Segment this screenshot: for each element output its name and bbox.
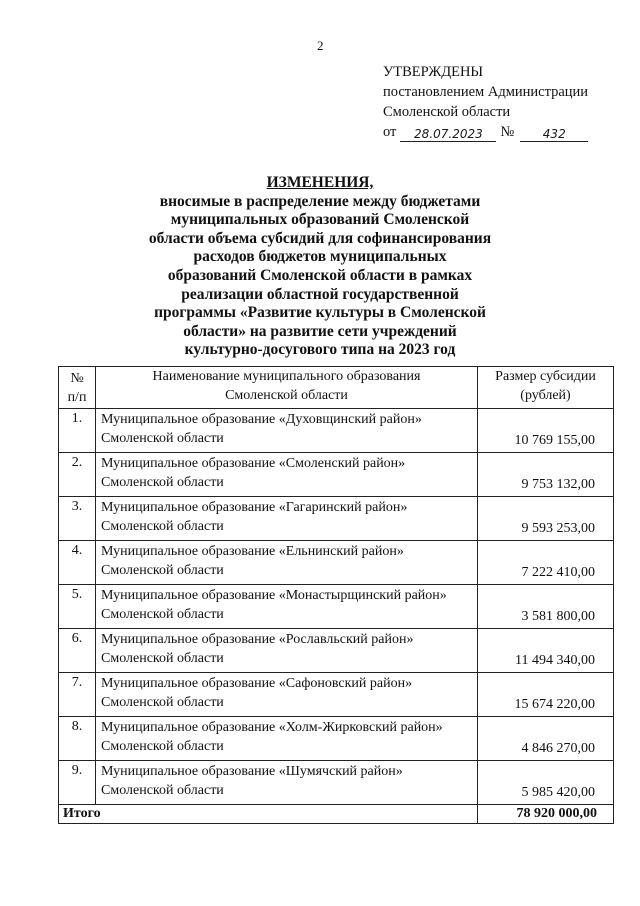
approval-issuer: постановлением Администрации bbox=[383, 84, 589, 100]
handwritten-number: 432 bbox=[520, 127, 588, 142]
approval-block bbox=[383, 62, 588, 142]
row-amount: 5 985 420,00 bbox=[478, 761, 614, 805]
title-line: вносимые в распределение между бюджетами bbox=[159, 192, 481, 210]
subsidy-table bbox=[58, 366, 614, 824]
row-name-line1: Муниципальное образование «Ельнинский район» bbox=[101, 544, 404, 559]
title-line: расходов бюджетов муниципальных bbox=[193, 248, 447, 266]
header-number bbox=[59, 367, 96, 409]
title-line: программы «Развитие культуры в Смоленской bbox=[154, 304, 486, 322]
page-number: 2 bbox=[317, 38, 324, 53]
row-name-line1: Муниципальное образование «Духовщинский район» bbox=[101, 412, 422, 427]
date-prefix: от bbox=[383, 124, 397, 140]
row-amount: 9 593 253,00 bbox=[478, 497, 614, 541]
header-number-line1: № bbox=[70, 371, 84, 386]
table-row bbox=[59, 497, 614, 541]
row-number: 7. bbox=[59, 673, 96, 717]
row-amount: 9 753 132,00 bbox=[478, 453, 614, 497]
header-name-line1: Наименование муниципального образования bbox=[152, 369, 421, 384]
header-amount-line2: (рублей) bbox=[520, 388, 571, 403]
row-amount: 10 769 155,00 bbox=[478, 409, 614, 453]
row-number: 1. bbox=[59, 409, 96, 453]
row-name-line2: Смоленской области bbox=[101, 783, 224, 798]
row-number: 8. bbox=[59, 717, 96, 761]
table-row bbox=[59, 761, 614, 805]
table-row bbox=[59, 629, 614, 673]
row-name bbox=[96, 761, 478, 805]
row-name bbox=[96, 717, 478, 761]
title-line: области объема субсидий для софинансирования bbox=[148, 229, 492, 247]
table-row bbox=[59, 585, 614, 629]
title-line: муниципальных образований Смоленской bbox=[170, 211, 470, 229]
number-label: № bbox=[500, 124, 515, 140]
row-number: 9. bbox=[59, 761, 96, 805]
row-name-line1: Муниципальное образование «Шумячский район» bbox=[101, 764, 403, 779]
title-line: образований Смоленской области в рамках bbox=[167, 266, 473, 284]
approval-region: Смоленской области bbox=[383, 104, 511, 120]
handwritten-date: 28.07.2023 bbox=[400, 127, 496, 142]
header-amount bbox=[478, 367, 614, 409]
document-title bbox=[60, 174, 580, 360]
header-amount-line1: Размер субсидии bbox=[495, 369, 596, 384]
row-name-line1: Муниципальное образование «Смоленский район» bbox=[101, 456, 406, 471]
title-line: реализации областной государственной bbox=[181, 285, 459, 303]
row-number: 5. bbox=[59, 585, 96, 629]
row-name-line2: Смоленской области bbox=[101, 739, 224, 754]
header-name-line2: Смоленской области bbox=[225, 388, 348, 403]
row-name bbox=[96, 497, 478, 541]
row-name bbox=[96, 409, 478, 453]
row-name-line2: Смоленской области bbox=[101, 431, 224, 446]
row-name-line1: Муниципальное образование «Монастырщинский район» bbox=[101, 588, 447, 603]
row-amount: 11 494 340,00 bbox=[478, 629, 614, 673]
row-name-line2: Смоленской области bbox=[101, 519, 224, 534]
row-name-line1: Муниципальное образование «Рославльский район» bbox=[101, 632, 414, 647]
row-name-line2: Смоленской области bbox=[101, 475, 224, 490]
row-amount: 15 674 220,00 bbox=[478, 673, 614, 717]
row-name-line2: Смоленской области bbox=[101, 695, 224, 710]
row-amount: 4 846 270,00 bbox=[478, 717, 614, 761]
row-name-line1: Муниципальное образование «Сафоновский район» bbox=[101, 676, 413, 691]
table-row bbox=[59, 717, 614, 761]
table-row bbox=[59, 541, 614, 585]
row-name bbox=[96, 453, 478, 497]
table-row bbox=[59, 673, 614, 717]
row-name bbox=[96, 585, 478, 629]
row-name-line2: Смоленской области bbox=[101, 651, 224, 666]
row-name bbox=[96, 541, 478, 585]
approval-date-line bbox=[383, 122, 588, 142]
table-row bbox=[59, 453, 614, 497]
row-amount: 7 222 410,00 bbox=[478, 541, 614, 585]
header-number-line2: п/п bbox=[67, 390, 87, 405]
row-number: 4. bbox=[59, 541, 96, 585]
title-line: области» на развитие сети учреждений bbox=[183, 322, 457, 340]
row-name-line2: Смоленской области bbox=[101, 607, 224, 622]
title-heading: ИЗМЕНЕНИЯ, bbox=[266, 174, 374, 191]
row-name-line1: Муниципальное образование «Холм-Жирковский район» bbox=[101, 720, 443, 735]
row-number: 6. bbox=[59, 629, 96, 673]
header-name bbox=[96, 367, 478, 409]
row-name bbox=[96, 629, 478, 673]
row-number: 2. bbox=[59, 453, 96, 497]
row-name bbox=[96, 673, 478, 717]
row-amount: 3 581 800,00 bbox=[478, 585, 614, 629]
total-label: Итого bbox=[59, 805, 478, 824]
row-number: 3. bbox=[59, 497, 96, 541]
title-line: культурно-досугового типа на 2023 год bbox=[184, 341, 456, 359]
row-name-line2: Смоленской области bbox=[101, 563, 224, 578]
approval-heading: УТВЕРЖДЕНЫ bbox=[383, 64, 484, 80]
row-name-line1: Муниципальное образование «Гагаринский район» bbox=[101, 500, 408, 515]
total-amount: 78 920 000,00 bbox=[478, 805, 614, 824]
total-row bbox=[59, 805, 614, 824]
table-header-row bbox=[59, 367, 614, 409]
table-row bbox=[59, 409, 614, 453]
